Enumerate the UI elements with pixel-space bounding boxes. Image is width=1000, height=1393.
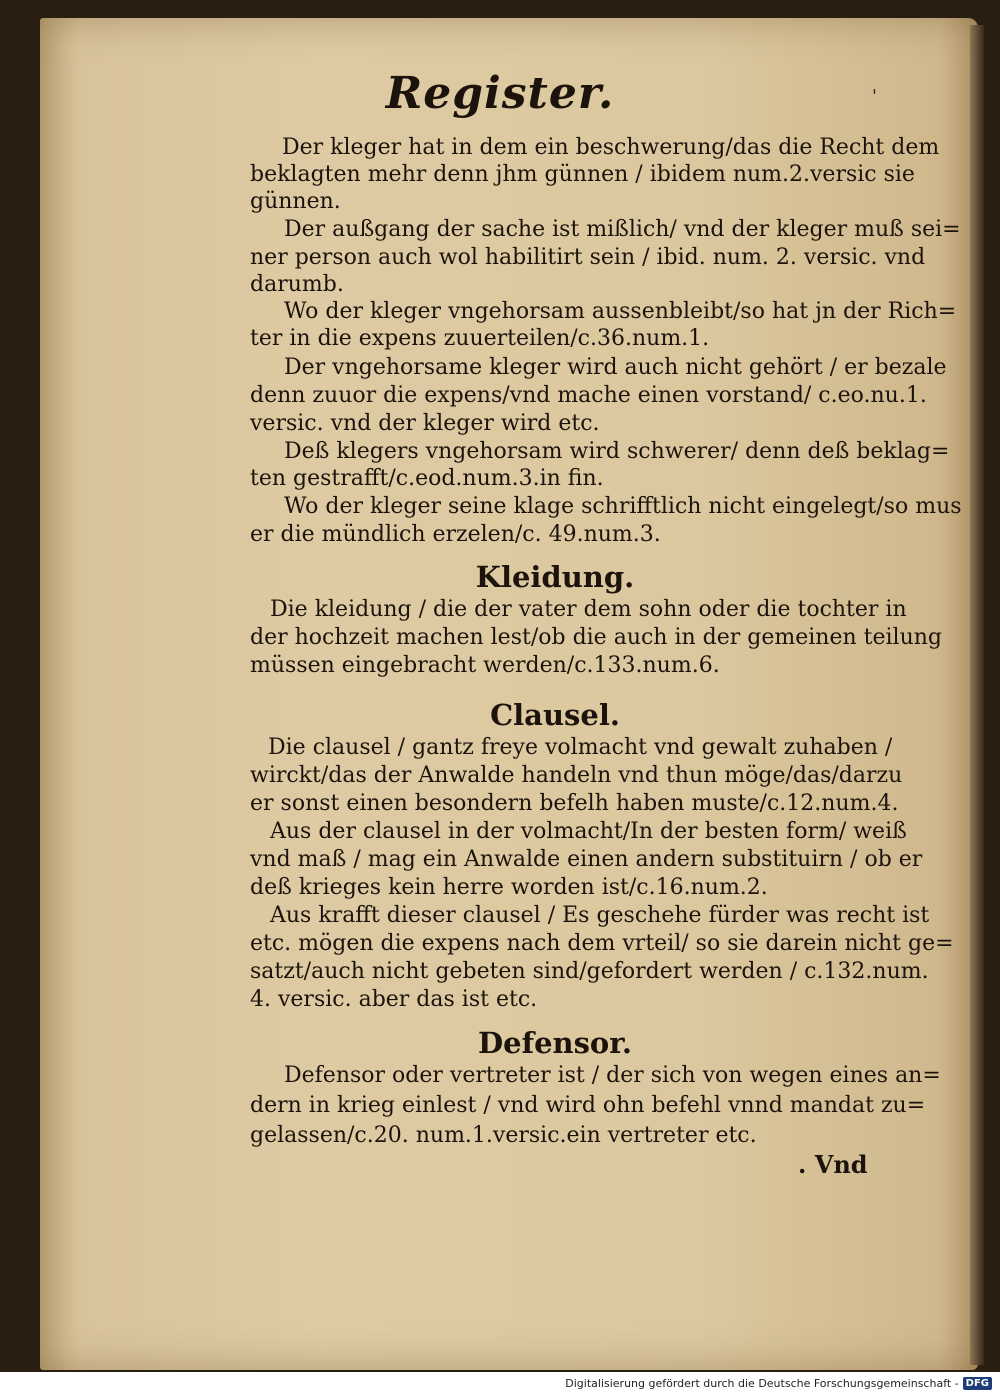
dfg-logo-icon[interactable]: DFG: [963, 1377, 992, 1390]
text-line: Defensor oder vertreter ist / der sich von wegen eines an=: [284, 1063, 941, 1088]
text-line: darumb.: [250, 272, 344, 297]
corner-mark: ': [872, 86, 877, 107]
text-line: denn zuuor die expens/vnd mache einen vorstand/ c.eo.nu.1.: [250, 383, 927, 408]
text-line: satzt/auch nicht gebeten sind/gefordert werden / c.132.num.: [250, 959, 929, 984]
text-line: wirckt/das der Anwalde handeln vnd thun möge/das/darzu: [250, 763, 903, 788]
text-line: Aus der clausel in der volmacht/In der besten form/ weiß: [270, 819, 907, 844]
text-line: Wo der kleger seine klage schrifftlich nicht eingelegt/so mus: [284, 494, 962, 519]
text-line: Die clausel / gantz freye volmacht vnd gewalt zuhaben /: [268, 735, 893, 760]
text-line: günnen.: [250, 189, 341, 214]
text-line: er die mündlich erzelen/c. 49.num.3.: [250, 522, 661, 547]
section-heading-defensor: Defensor.: [478, 1026, 632, 1060]
text-line: Wo der kleger vngehorsam aussenbleibt/so hat jn der Rich=: [284, 299, 957, 324]
text-line: etc. mögen die expens nach dem vrteil/ so sie darein nicht ge=: [250, 931, 954, 956]
text-line: müssen eingebracht werden/c.133.num.6.: [250, 653, 720, 678]
text-line: Aus krafft dieser clausel / Es geschehe fürder was recht ist: [270, 903, 930, 928]
text-line: vnd maß / mag ein Anwalde einen andern substituirn / ob er: [250, 847, 923, 872]
text-line: ner person auch wol habilitirt sein / ibid. num. 2. versic. vnd: [250, 245, 926, 270]
footer-text: Digitalisierung gefördert durch die Deutsche Forschungsgemeinschaft -: [565, 1376, 959, 1390]
running-head: Register.: [385, 68, 615, 119]
text-line: deß krieges kein herre worden ist/c.16.num.2.: [250, 875, 768, 900]
text-line: Der vngehorsame kleger wird auch nicht gehört / er bezale: [284, 355, 947, 380]
text-line: ter in die expens zuuerteilen/c.36.num.1.: [250, 326, 710, 351]
footer-credit: [565, 1374, 992, 1392]
catchword: . Vnd: [798, 1150, 868, 1179]
text-line: Die kleidung / die der vater dem sohn oder die tochter in: [270, 597, 907, 622]
text-line: beklagten mehr denn jhm günnen / ibidem num.2.versic sie: [250, 162, 915, 187]
text-line: versic. vnd der kleger wird etc.: [250, 411, 600, 436]
text-line: ten gestrafft/c.eod.num.3.in fin.: [250, 466, 604, 491]
text-line: Deß klegers vngehorsam wird schwerer/ denn deß beklag=: [284, 439, 950, 464]
section-heading-kleidung: Kleidung.: [475, 560, 635, 594]
text-line: der hochzeit machen lest/ob die auch in der gemeinen teilung: [250, 625, 943, 650]
text-line: Der außgang der sache ist mißlich/ vnd der kleger muß sei=: [284, 217, 961, 242]
text-line: dern in krieg einlest / vnd wird ohn befehl vnnd mandat zu=: [250, 1093, 926, 1118]
text-line: er sonst einen besondern befelh haben muste/c.12.num.4.: [250, 791, 899, 816]
section-heading-clausel: Clausel.: [490, 698, 620, 732]
page-edge: [970, 25, 984, 1365]
text-line: 4. versic. aber das ist etc.: [250, 987, 538, 1012]
text-line: Der kleger hat in dem ein beschwerung/das die Recht dem: [282, 135, 940, 160]
text-line: gelassen/c.20. num.1.versic.ein vertreter etc.: [250, 1123, 757, 1148]
